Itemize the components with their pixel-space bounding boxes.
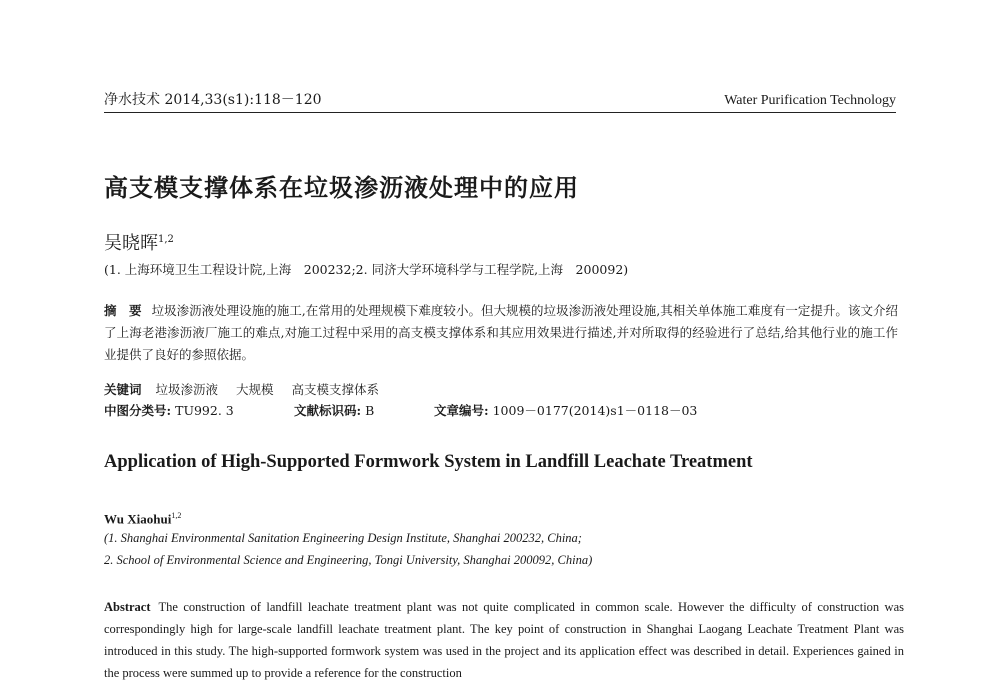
abstract-text-en: The construction of landfill leachate treatment plant was not quite complicated in common scale. However the difficulty of construction was correspondingly high for large-scale landfill leachate treatment plant. The key point of construction in Shanghai Laogang Leachate Treatment Plant was introduced in this study. The high-supported formwork system was used in the project and its application effect was described in detail. Experiences gained in the process were summed up to provide a reference for the construction <box>104 600 904 680</box>
journal-header <box>104 86 896 113</box>
clc-number: 中图分类号: TU992. 3 <box>104 403 234 418</box>
keywords-zh <box>104 380 393 398</box>
abstract-label-zh: 摘 要 <box>104 303 142 318</box>
abstract-zh <box>104 300 898 366</box>
abstract-label-en: Abstract <box>104 600 151 614</box>
article-number: 文章编号: 1009－0177(2014)s1－0118－03 <box>434 403 698 418</box>
journal-name-en: Water Purification Technology <box>724 93 896 108</box>
author-name-en: Wu Xiaohui <box>104 511 172 527</box>
abstract-text-zh: 垃圾渗沥液处理设施的施工,在常用的处理规模下难度较小。但大规模的垃圾渗沥液处理设施,其相关单体施工难度有一定提升。该文介绍了上海老港渗沥液厂施工的难点,对施工过程中采用的高支模支撑体系和其应用效果进行描述,并对所取得的经验进行了总结,给其他行业的施工作业提供了良好的参照依据。 <box>104 303 898 362</box>
author-name-zh: 吴晓晖 <box>104 233 158 254</box>
author-en-affil-sup: 1,2 <box>171 511 182 520</box>
abstract-en <box>104 596 904 684</box>
keywords-label-zh: 关键词 <box>104 382 142 397</box>
author-affil-sup: 1,2 <box>158 234 174 245</box>
keyword: 高支模支撑体系 <box>291 382 380 397</box>
keyword: 垃圾渗沥液 <box>155 382 219 397</box>
journal-citation: 净水技术 2014,33(s1):118－120 <box>104 92 322 108</box>
document-code: 文献标识码: B <box>294 403 375 418</box>
affiliation-en-2: 2. School of Environmental Science and Engineering, Tongi University, Shanghai 200092, China) <box>104 553 593 567</box>
author-zh <box>104 229 174 255</box>
author-en <box>104 511 181 527</box>
article-title-zh: 高支模支撑体系在垃圾渗沥液处理中的应用 <box>104 174 579 202</box>
keyword: 大规模 <box>236 382 274 397</box>
article-title-en: Application of High-Supported Formwork System in Landfill Leachate Treatment <box>104 452 753 472</box>
affiliation-en <box>104 527 592 571</box>
affiliation-zh: (1. 上海环境卫生工程设计院,上海 200232;2. 同济大学环境科学与工程学院,上海 200092) <box>104 262 629 277</box>
affiliation-en-1: (1. Shanghai Environmental Sanitation Engineering Design Institute, Shanghai 200232, China; <box>104 531 582 545</box>
